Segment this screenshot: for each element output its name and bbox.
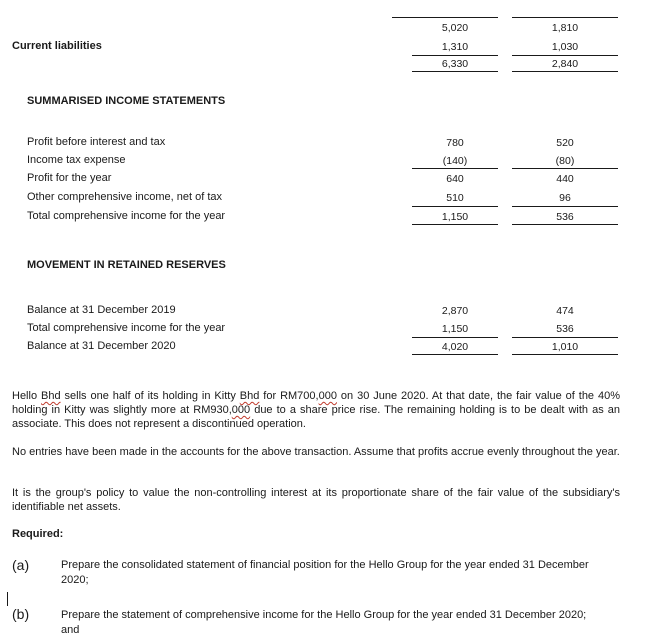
row-value-b: 96 [559, 192, 571, 204]
row-value-a: 640 [446, 173, 464, 185]
paragraph-entries: No entries have been made in the accounts for the above transaction. Assume that profits accrue evenly throughout the year. [12, 446, 620, 458]
rule [412, 206, 498, 207]
row-label: Income tax expense [27, 154, 126, 166]
row-label: Balance at 31 December 2019 [27, 304, 176, 316]
current-liabilities-label: Current liabilities [12, 40, 102, 52]
rule [512, 206, 618, 207]
rule [512, 337, 618, 338]
row-label: Balance at 31 December 2020 [27, 340, 176, 352]
rule [512, 224, 618, 225]
rule [512, 71, 618, 72]
row-value-b: 440 [556, 173, 574, 185]
rule [412, 168, 498, 169]
row-value-a: 2,870 [441, 305, 469, 317]
top-rule-a [392, 17, 498, 18]
rule [412, 337, 498, 338]
row-value-a: 1,150 [441, 211, 469, 223]
required-item-text: Prepare the consolidated statement of financial position for the Hello Group for the year ended 31 December 2020; [61, 559, 589, 586]
total-a: 5,020 [441, 22, 469, 34]
row-label: Total comprehensive income for the year [27, 210, 226, 222]
total-b: 1,810 [551, 22, 579, 34]
row-value-b: 536 [556, 211, 574, 223]
rule [512, 354, 618, 355]
row-value-b: (80) [555, 155, 575, 167]
grand-total-b: 2,840 [551, 58, 579, 70]
paragraph-transaction: Hello Bhd sells one half of its holding in Kitty Bhd for RM700,000 on 30 June 2020. At that date, the fair value of the 40% holding in Kitty was slightly more at RM930,000 due to a share price rise. The remaining holding is to be dealt with as an associate. This does not represent a discontinued operation. [12, 390, 621, 430]
current-liabilities-a: 1,310 [441, 41, 469, 53]
row-value-a: 510 [446, 192, 464, 204]
rule [412, 55, 498, 56]
top-rule-b [512, 17, 618, 18]
row-label: Total comprehensive income for the year [27, 322, 226, 334]
current-liabilities-b: 1,030 [551, 41, 579, 53]
row-label: Profit for the year [27, 172, 112, 184]
text-cursor [7, 592, 8, 606]
required-item-text: Prepare the statement of comprehensive income for the Hello Group for the year ended 31 December 2020; and [61, 609, 587, 636]
row-value-a: 4,020 [441, 341, 469, 353]
row-label: Other comprehensive income, net of tax [27, 191, 223, 203]
rule [412, 354, 498, 355]
row-value-b: 1,010 [551, 341, 579, 353]
row-value-b: 474 [556, 305, 574, 317]
rule [512, 168, 618, 169]
required-item-letter: (b) [12, 606, 30, 622]
row-value-a: (140) [442, 155, 468, 167]
row-value-a: 780 [446, 137, 464, 149]
required-item-letter: (a) [12, 557, 30, 573]
row-label: Profit before interest and tax [27, 136, 166, 148]
rule [512, 55, 618, 56]
rule [412, 224, 498, 225]
income-statements-heading: SUMMARISED INCOME STATEMENTS [27, 95, 226, 107]
row-value-a: 1,150 [441, 323, 469, 335]
paragraph-policy: It is the group's policy to value the non-controlling interest at its proportionate share of the fair value of the subsidiary's identifiable net assets. [12, 487, 620, 513]
retained-reserves-heading: MOVEMENT IN RETAINED RESERVES [27, 259, 226, 271]
required-heading: Required: [12, 528, 64, 540]
grand-total-a: 6,330 [441, 58, 469, 70]
row-value-b: 520 [556, 137, 574, 149]
row-value-b: 536 [556, 323, 574, 335]
rule [412, 71, 498, 72]
